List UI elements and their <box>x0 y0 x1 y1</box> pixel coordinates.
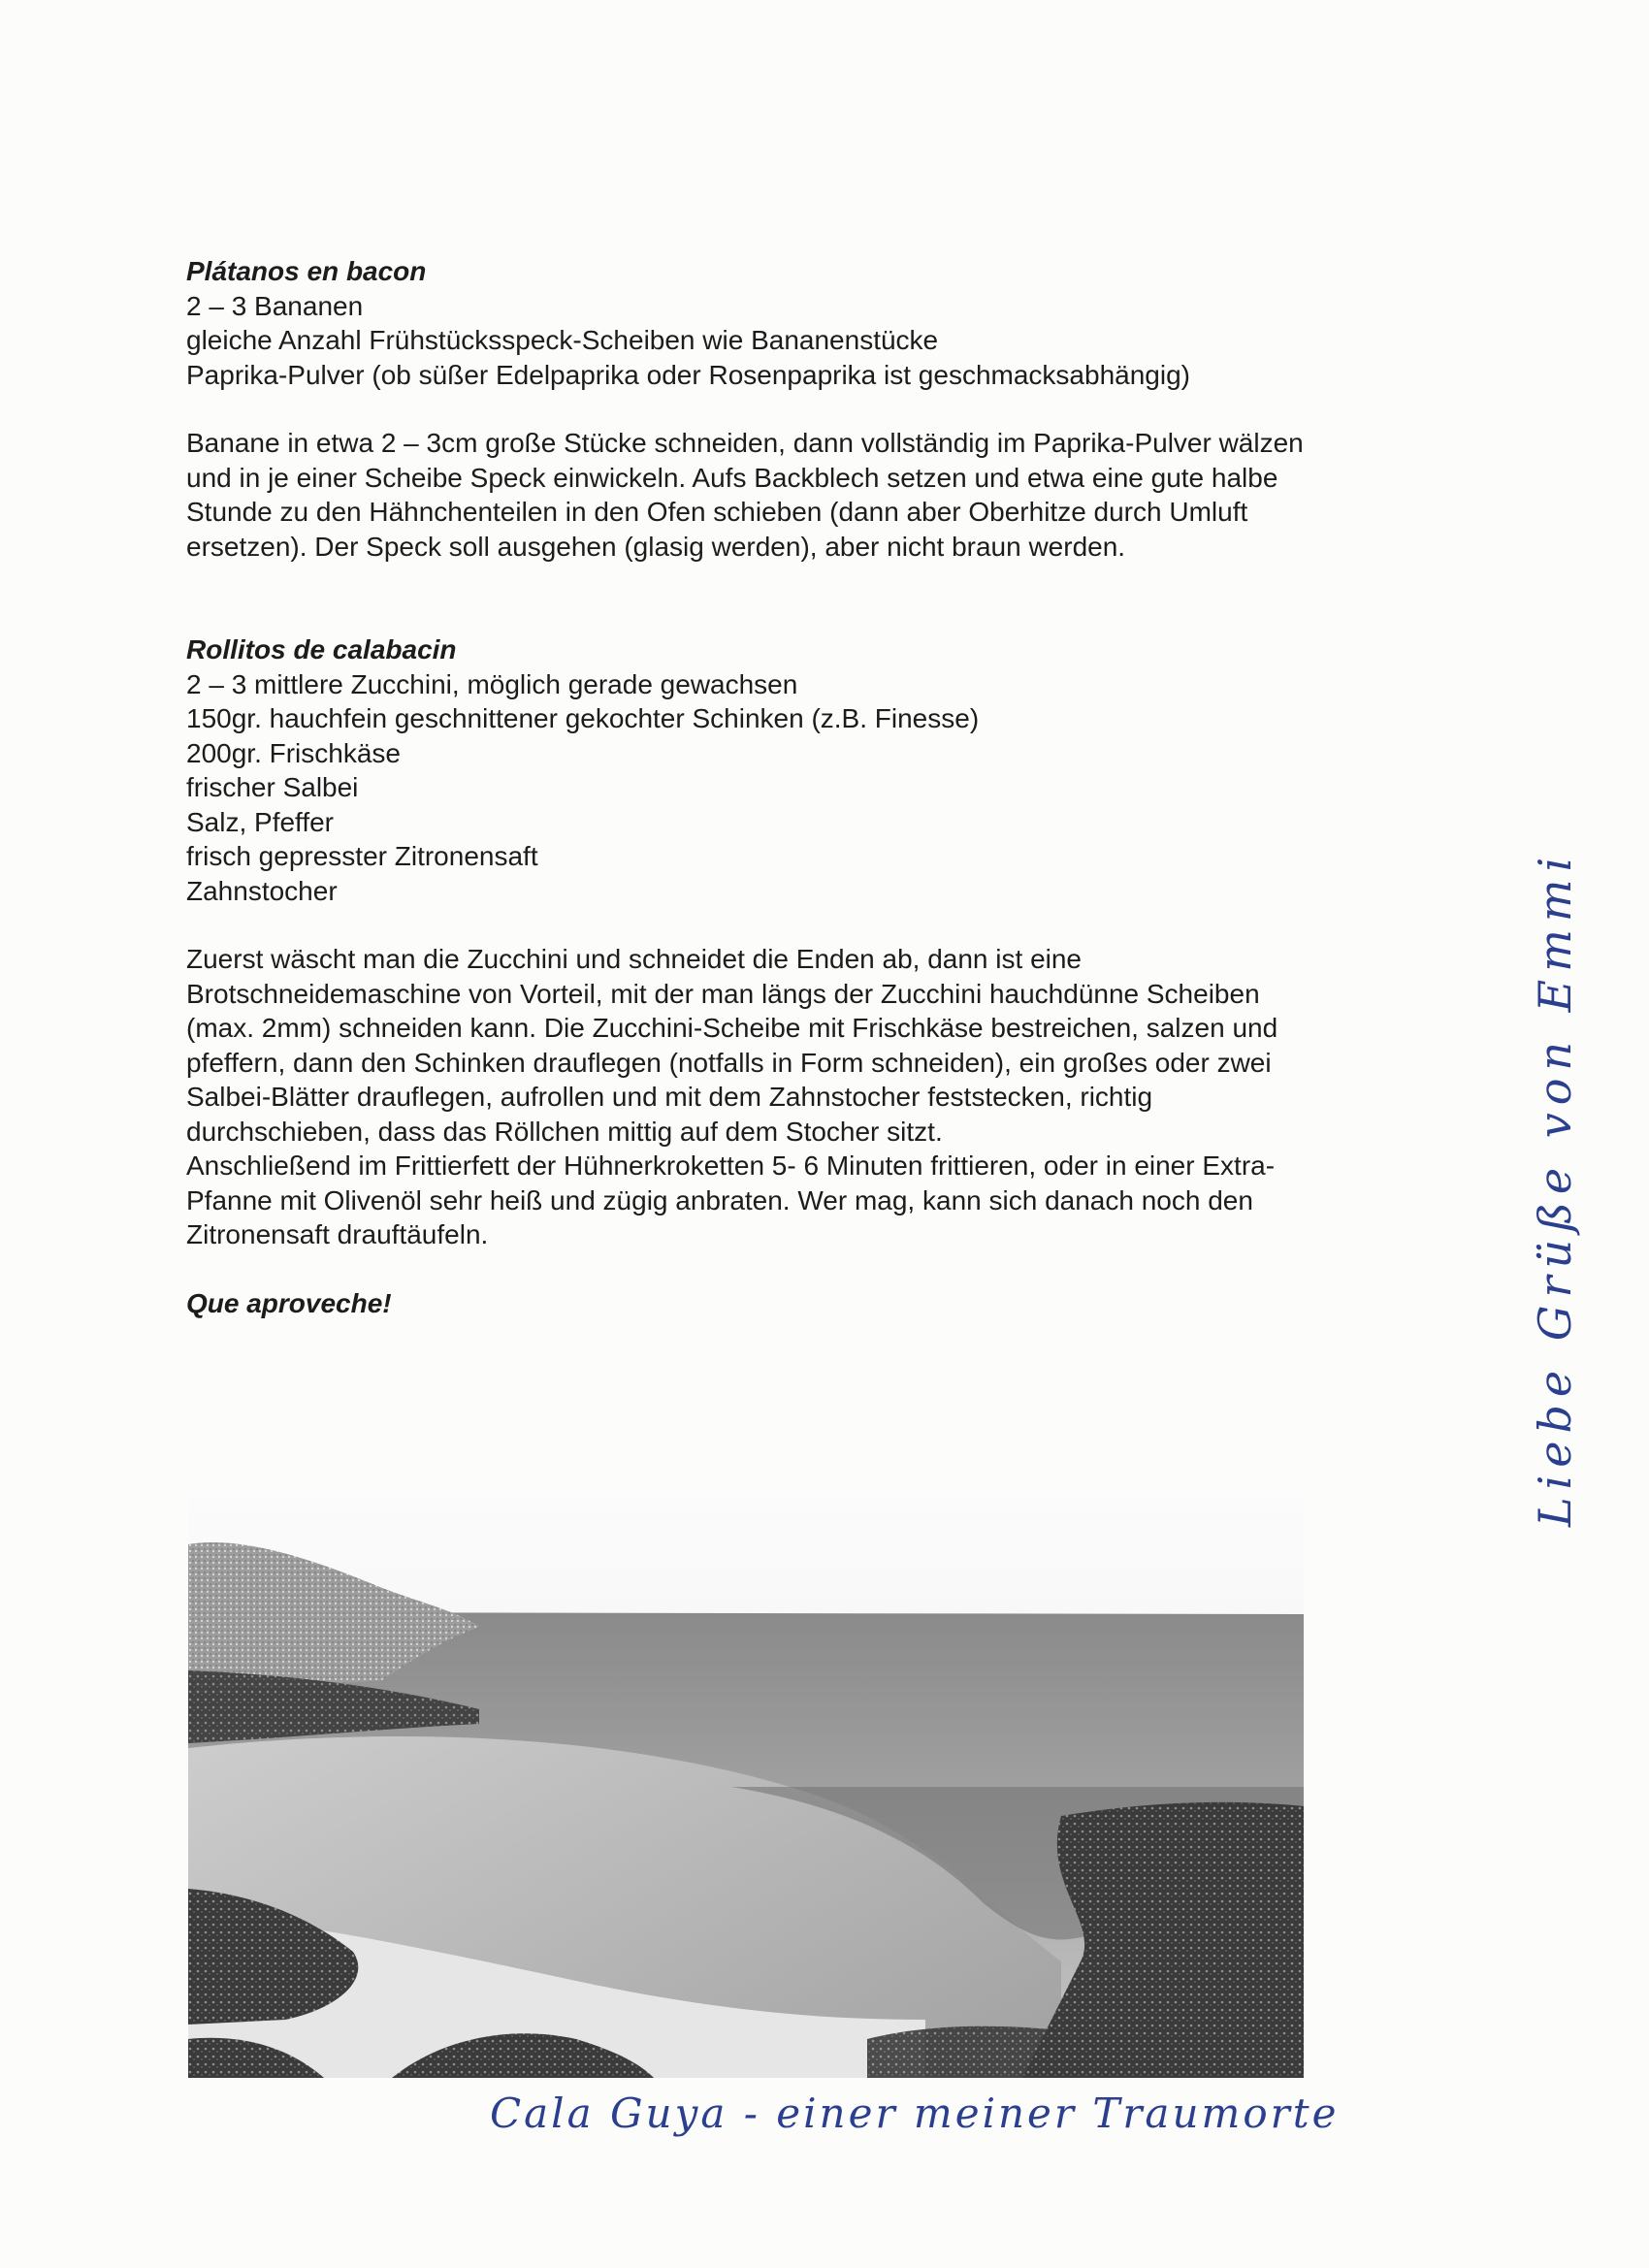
ingredient-line: 2 – 3 Bananen <box>186 290 364 321</box>
instruction-line: Salbei-Blätter drauflegen, aufrollen und mit dem Zahnstocher feststecken, richtig <box>186 1082 1153 1112</box>
instruction-line: durchschieben, dass das Röllchen mittig auf dem Stocher sitzt. <box>186 1116 943 1147</box>
recipe-text <box>186 254 1447 1320</box>
ingredient-line: 200gr. Frischkäse <box>186 737 401 768</box>
spacer <box>186 392 1447 426</box>
ingredient-line: frisch gepresster Zitronensaft <box>186 841 538 871</box>
instruction-line: Banane in etwa 2 – 3cm große Stücke schneiden, dann vollständig im Paprika-Pulver wälzen <box>186 428 1304 458</box>
ingredient-line: gleiche Anzahl Frühstücksspeck-Scheiben wie Bananenstücke <box>186 325 939 355</box>
handwritten-greeting <box>1529 849 1581 1527</box>
instruction-line: pfeffern, dann den Schinken drauflegen (notfalls in Form schneiden), ein großes oder zwei <box>186 1047 1272 1078</box>
ingredient-line: Paprika-Pulver (ob süßer Edelpaprika oder Rosenpaprika ist geschmacksabhängig) <box>186 359 1190 390</box>
instruction-line: Zuerst wäscht man die Zucchini und schneidet die Enden ab, dann ist eine <box>186 944 1083 974</box>
photo-caption: Cala Guya - einer meiner Traumorte <box>490 2090 1340 2137</box>
greeting-text: Liebe Grüße von Emmi <box>1529 849 1581 1527</box>
instruction-line: ersetzen). Der Speck soll ausgehen (glasig werden), aber nicht braun werden. <box>186 531 1126 562</box>
spacer <box>186 1252 1447 1286</box>
closing-phrase: Que aproveche! <box>186 1287 392 1318</box>
ingredient-line: 2 – 3 mittlere Zucchini, möglich gerade gewachsen <box>186 668 798 699</box>
instruction-line: Stunde zu den Hähnchenteilen in den Ofen schieben (dann aber Oberhitze durch Umluft <box>186 497 1248 527</box>
ingredient-line: Zahnstocher <box>186 875 338 906</box>
recipe-title-rollitos: Rollitos de calabacin <box>186 634 457 664</box>
spacer <box>186 908 1447 942</box>
instruction-line: und in je einer Scheibe Speck einwickeln. Aufs Backblech setzen und etwa eine gute halbe <box>186 462 1278 493</box>
recipe-title-platanos: Plátanos en bacon <box>186 256 427 286</box>
ingredient-line: Salz, Pfeffer <box>186 806 335 837</box>
instruction-line: Zitronensaft drauftäufeln. <box>186 1219 489 1249</box>
instruction-line: Brotschneidemaschine von Vorteil, mit der man längs der Zucchini hauchdünne Scheiben <box>186 978 1260 1009</box>
instruction-line: Anschließend im Frittierfett der Hühnerkroketten 5- 6 Minuten frittieren, oder in einer Extra- <box>186 1150 1276 1181</box>
ingredient-line: 150gr. hauchfein geschnittener gekochter Schinken (z.B. Finesse) <box>186 703 980 733</box>
spacer <box>186 564 1447 632</box>
beach-photo <box>188 1496 1304 2078</box>
instruction-line: Pfanne mit Olivenöl sehr heiß und zügig anbraten. Wer mag, kann sich danach noch den <box>186 1184 1253 1215</box>
instruction-line: (max. 2mm) schneiden kann. Die Zucchini-Scheibe mit Frischkäse bestreichen, salzen und <box>186 1013 1278 1043</box>
ingredient-line: frischer Salbei <box>186 772 359 802</box>
